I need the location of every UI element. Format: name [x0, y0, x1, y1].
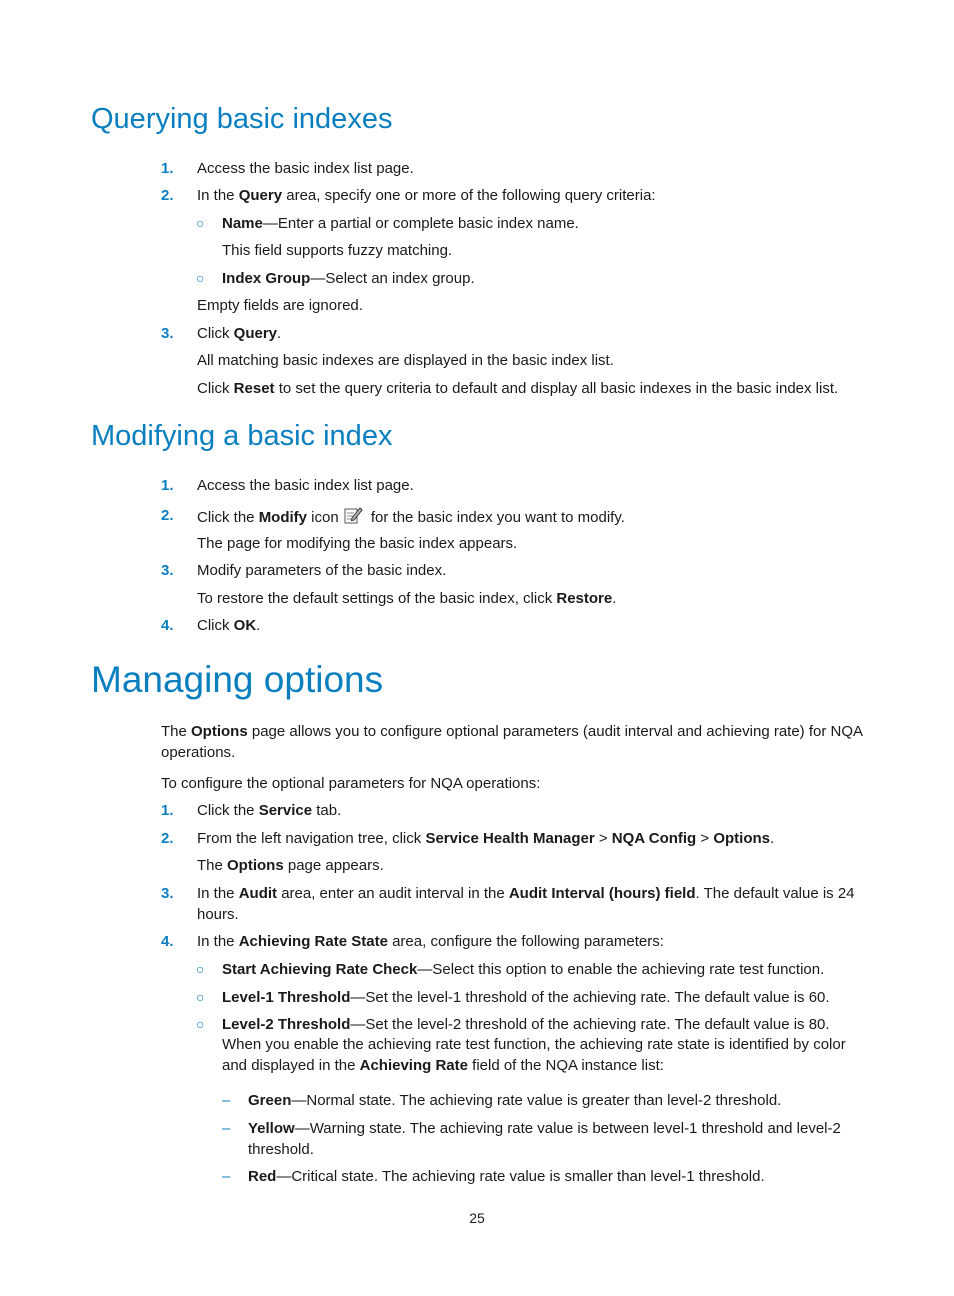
bullet-text: Name—Enter a partial or complete basic index name.	[222, 215, 579, 232]
sub-bullet-text: Red—Critical state. The achieving rate value is smaller than level-1 threshold.	[248, 1168, 765, 1185]
step-text: In the Achieving Rate State area, configure the following parameters:	[197, 933, 664, 950]
step-text: Click the Modify icon for the basic index you want to modify.	[197, 505, 625, 528]
page-number: 25	[469, 1210, 485, 1226]
step-text: Modify parameters of the basic index.	[197, 562, 447, 579]
note-text: The page for modifying the basic index appears.	[197, 535, 518, 552]
step-text: In the Audit area, enter an audit interval in the Audit Interval (hours) field. The default value is 24 hours.	[197, 885, 855, 923]
step-text: Access the basic index list page.	[197, 160, 414, 177]
note-text: To restore the default settings of the basic index, click Restore.	[197, 590, 617, 607]
dash-icon: –	[222, 1092, 231, 1109]
heading-querying-basic-indexes: Querying basic indexes	[91, 103, 393, 135]
step-number: 4.	[161, 617, 174, 634]
bullet-icon: ○	[196, 215, 205, 231]
intro-paragraph: The Options page allows you to configure optional parameters (audit interval and achieving rate) for NQA operations.	[161, 723, 863, 761]
heading-managing-options: Managing options	[91, 659, 384, 700]
intro-paragraph: To configure the optional parameters for NQA operations:	[161, 775, 541, 792]
bullet-text: Level-1 Threshold—Set the level-1 threshold of the achieving rate. The default value is 60.	[222, 989, 830, 1006]
bullet-text: Start Achieving Rate Check—Select this option to enable the achieving rate test function.	[222, 961, 825, 978]
heading-modifying-basic-index: Modifying a basic index	[91, 420, 393, 452]
step-number: 3.	[161, 562, 174, 579]
sub-bullet-text: Yellow—Warning state. The achieving rate value is between level-1 threshold and level-2 threshold.	[248, 1120, 841, 1158]
note-text: When you enable the achieving rate test function, the achieving rate state is identified by color and displayed in the Achieving Rate field of the NQA instance list:	[222, 1036, 846, 1074]
bullet-icon: ○	[196, 961, 205, 977]
step-text: Click the Service tab.	[197, 802, 342, 819]
step-number: 2.	[161, 830, 174, 847]
bullet-icon: ○	[196, 1016, 205, 1032]
bullet-icon: ○	[196, 270, 205, 286]
bullet-icon: ○	[196, 989, 205, 1005]
step-number: 1.	[161, 160, 174, 177]
note-text: The Options page appears.	[197, 857, 384, 874]
step-text: Access the basic index list page.	[197, 477, 414, 494]
step-text: From the left navigation tree, click Service Health Manager > NQA Config > Options.	[197, 830, 775, 847]
step-number: 2.	[161, 507, 174, 524]
note-text: Click Reset to set the query criteria to default and display all basic indexes in the basic index list.	[197, 380, 839, 397]
step-text: In the Query area, specify one or more of the following query criteria:	[197, 187, 656, 204]
note-text: Empty fields are ignored.	[197, 297, 363, 314]
step-number: 2.	[161, 187, 174, 204]
step-number: 3.	[161, 885, 174, 902]
note-text: This field supports fuzzy matching.	[222, 242, 453, 259]
dash-icon: –	[222, 1168, 231, 1185]
note-text: All matching basic indexes are displayed in the basic index list.	[197, 352, 614, 369]
step-number: 4.	[161, 933, 174, 950]
step-text: Click OK.	[197, 617, 261, 634]
bullet-text: Level-2 Threshold—Set the level-2 threshold of the achieving rate. The default value is 80.	[222, 1016, 830, 1033]
modify-icon	[343, 505, 363, 525]
dash-icon: –	[222, 1120, 231, 1137]
step-number: 1.	[161, 802, 174, 819]
step-number: 1.	[161, 477, 174, 494]
step-text: Click Query.	[197, 325, 282, 342]
step-number: 3.	[161, 325, 174, 342]
sub-bullet-text: Green—Normal state. The achieving rate value is greater than level-2 threshold.	[248, 1092, 782, 1109]
bullet-text: Index Group—Select an index group.	[222, 270, 475, 287]
